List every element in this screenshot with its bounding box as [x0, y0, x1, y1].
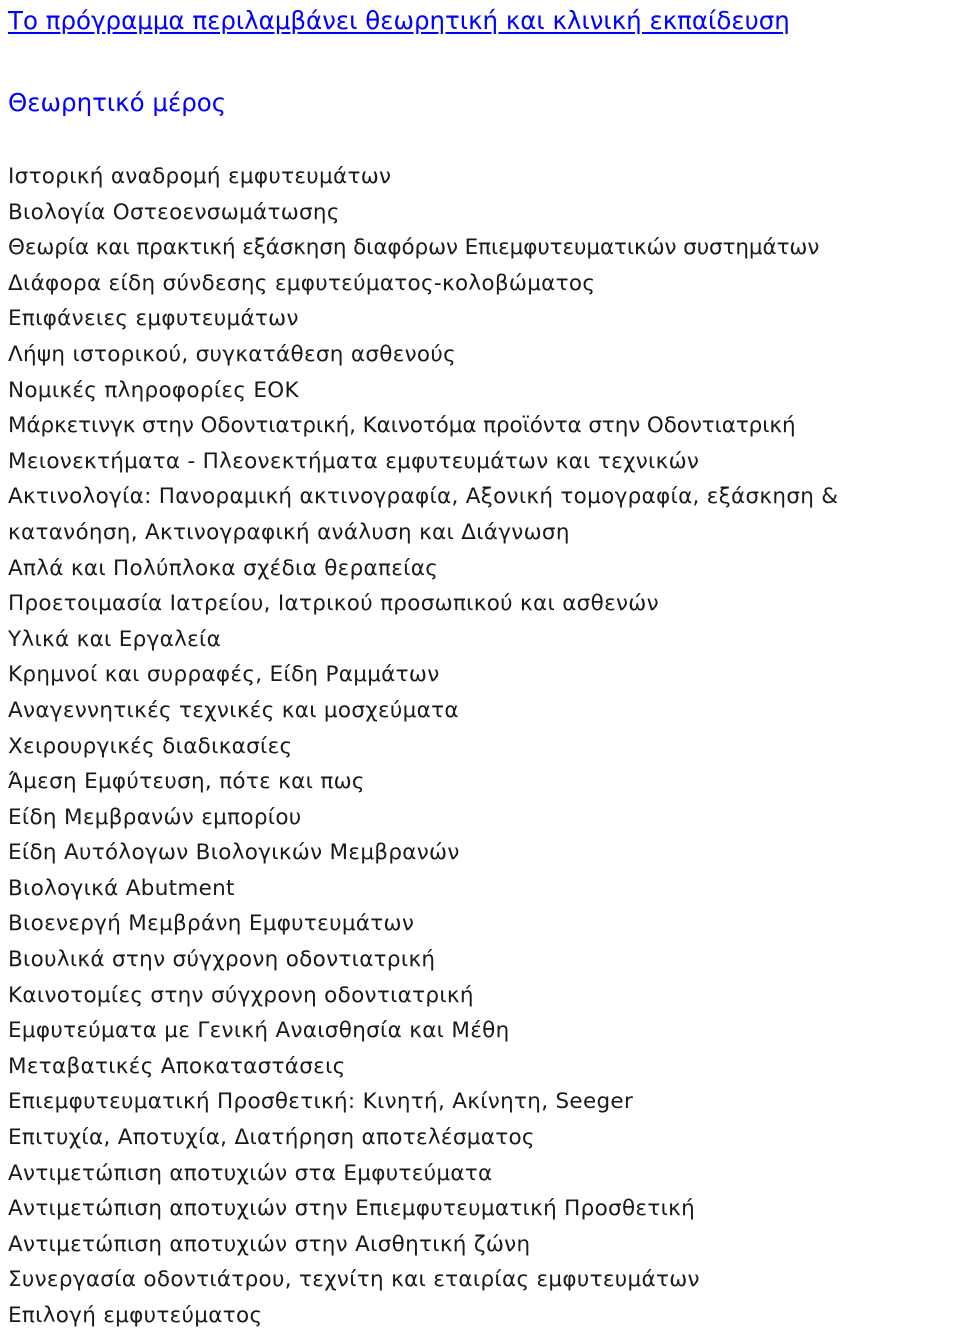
- topic-item: Ιστορική αναδρομή εμφυτευμάτων: [8, 164, 392, 189]
- topic-item: Επιεμφυτευματική Προσθετική: Κινητή, Ακίνητη, Seeger: [8, 1089, 634, 1115]
- topic-item: Βιολογικά Abutment: [8, 875, 235, 901]
- topic-item: Είδη Αυτόλογων Βιολογικών Μεμβρανών: [8, 840, 460, 866]
- topic-item: Εμφυτεύματα με Γενική Αναισθησία και Μέθη: [8, 1018, 510, 1044]
- topic-item: Μειονεκτήματα - Πλεονεκτήματα εμφυτευμάτων και τεχνικών: [8, 448, 700, 474]
- topic-item: Βιοενεργή Μεμβράνη Εμφυτευμάτων: [8, 911, 415, 937]
- topic-item: Υλικά και Εργαλεία: [8, 626, 222, 652]
- topic-item: Κρημνοί και συρραφές, Είδη Ραμμάτων: [8, 662, 440, 688]
- topic-item: Αναγεννητικές τεχνικές και μοσχεύματα: [8, 697, 459, 723]
- program-title: Το πρόγραμμα περιλαμβάνει θεωρητική και κλινική εκπαίδευση: [8, 6, 790, 35]
- topic-item: Αντιμετώπιση αποτυχιών στην Επιεμφυτευματική Προσθετική: [8, 1196, 696, 1222]
- topic-item: Επιφάνειες εμφυτευμάτων: [8, 306, 299, 332]
- topic-item: Είδη Μεμβρανών εμπορίου: [8, 804, 302, 830]
- topics-list: [8, 159, 954, 1334]
- topic-item: Διάφορα είδη σύνδεσης εμφυτεύματος-κολοβώματος: [8, 270, 596, 296]
- topic-item: Ακτινολογία: Πανοραμική ακτινογραφία, Αξονική τομογραφία, εξάσκηση & κατανόηση, Ακτινογραφική ανάλυση και Διάγνωση: [8, 484, 839, 545]
- topic-item: Χειρουργικές διαδικασίες: [8, 733, 293, 759]
- topic-item: Νομικές πληροφορίες ΕΟΚ: [8, 377, 299, 403]
- topic-item: Μεταβατικές Αποκαταστάσεις: [8, 1053, 346, 1079]
- topic-item: Θεωρία και πρακτική εξάσκηση διαφόρων Επιεμφυτευματικών συστημάτων: [8, 235, 820, 261]
- topic-item: Αντιμετώπιση αποτυχιών στην Αισθητική ζώνη: [8, 1231, 531, 1257]
- topic-item: Αντιμετώπιση αποτυχιών στα Εμφυτεύματα: [8, 1160, 493, 1186]
- topic-item: Απλά και Πολύπλοκα σχέδια θεραπείας: [8, 555, 439, 581]
- topic-item: Προετοιμασία Ιατρείου, Ιατρικού προσωπικού και ασθενών: [8, 591, 659, 617]
- topic-item: Λήψη ιστορικού, συγκατάθεση ασθενούς: [8, 341, 457, 367]
- topic-item: Επιλογή εμφυτεύματος: [8, 1303, 263, 1328]
- topic-item: Βιουλικά στην σύγχρονη οδοντιατρική: [8, 947, 436, 973]
- topic-item: Μάρκετινγκ στην Οδοντιατρική, Καινοτόμα προϊόντα στην Οδοντιατρική: [8, 413, 796, 439]
- topic-item: Επιτυχία, Αποτυχία, Διατήρηση αποτελέσματος: [8, 1125, 535, 1151]
- section-title-theory: Θεωρητικό μέρος: [8, 88, 227, 117]
- topic-item: Καινοτομίες στην σύγχρονη οδοντιατρική: [8, 982, 474, 1008]
- topic-item: Άμεση Εμφύτευση, πότε και πως: [8, 769, 365, 795]
- topic-item: Βιολογία Οστεοενσωμάτωσης: [8, 199, 340, 225]
- topic-item: Συνεργασία οδοντιάτρου, τεχνίτη και εταιρίας εμφυτευμάτων: [8, 1267, 700, 1293]
